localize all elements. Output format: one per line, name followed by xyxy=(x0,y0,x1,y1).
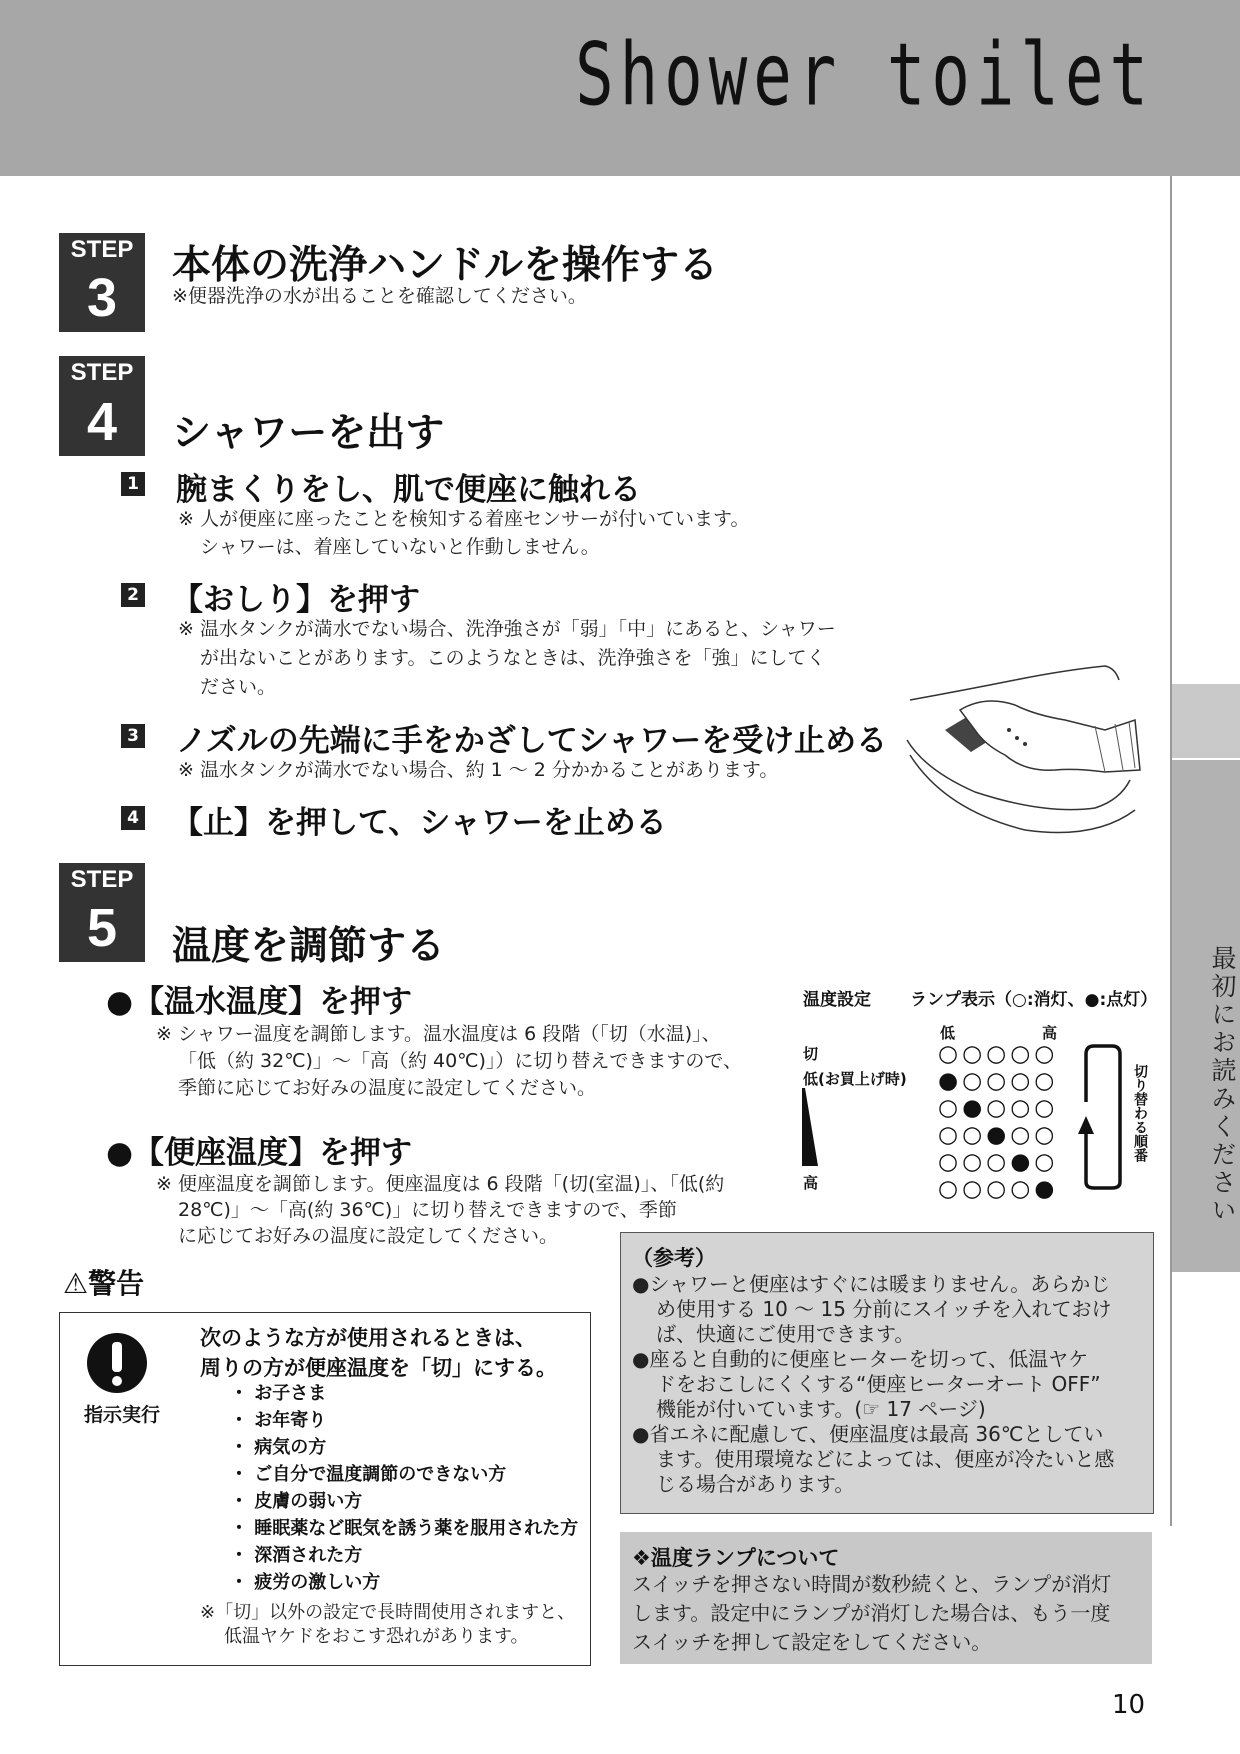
bullet-text: 病気の方 xyxy=(254,1437,327,1458)
reference-line: じる場合があります。 xyxy=(656,1472,855,1496)
side-tab-label: 最初にお読みください xyxy=(1208,945,1237,1225)
bullet-text: ご自分で温度調節のできない方 xyxy=(254,1464,507,1485)
lamp-note-line: します。設定中にランプが消灯した場合は、もう一度 xyxy=(632,1601,1111,1625)
item-1-note: シャワーは、着座していないと作動しません。 xyxy=(200,536,600,558)
water-temp-note: 季節に応じてお好みの温度に設定してください。 xyxy=(178,1077,597,1099)
brand-logo: Shower toilet xyxy=(575,26,1154,126)
bullet-text: お子さま xyxy=(254,1383,327,1404)
cycle-arrow-icon xyxy=(1078,1042,1128,1192)
step-3-label: STEP xyxy=(59,233,145,267)
item-2-note: ださい。 xyxy=(200,676,277,698)
water-temp-note: 「低（約 32℃)」～「高（約 40℃)」）に切り替えできますので、 xyxy=(178,1050,743,1072)
setting-low-label: 低(お買上げ時) xyxy=(803,1070,907,1088)
warning-footnote: ※「切」以外の設定で長時間使用されますと、 xyxy=(200,1602,576,1623)
cycle-label: 切り替わる順番 xyxy=(1132,1064,1148,1162)
warning-footnote: 低温ヤケドをおこす恐れがあります。 xyxy=(224,1626,529,1647)
lamp-row: ○○○○● xyxy=(938,1176,1059,1202)
item-3-number: 3 xyxy=(121,724,145,748)
reference-line: め使用する 10 ～ 15 分前にスイッチを入れておけ xyxy=(656,1297,1112,1321)
water-temp-note: ※ シャワー温度を調節します。温水温度は 6 段階（「切（水温)」、 xyxy=(156,1023,721,1045)
lamp-note-title: ❖温度ランプについて xyxy=(632,1546,840,1570)
page-number: 10 xyxy=(1112,1690,1146,1720)
warning-bullet: ・ 皮膚の弱い方 xyxy=(230,1491,363,1512)
item-1-title: 腕まくりをし、肌で便座に触れる xyxy=(176,472,641,508)
lamp-note-line: スイッチを押して設定をしてください。 xyxy=(632,1630,992,1654)
setting-high-label: 高 xyxy=(803,1174,819,1192)
reference-line: ドをおこしにくくする“便座ヒーターオート OFF” xyxy=(656,1372,1101,1396)
item-1-number: 1 xyxy=(121,472,145,496)
warning-bullet: ・ 睡眠薬など眠気を誘う薬を服用された方 xyxy=(230,1518,579,1539)
step-4-number: 4 xyxy=(59,388,145,456)
lamp-row: ○○●○○ xyxy=(938,1122,1059,1148)
step-5-title: 温度を調節する xyxy=(172,924,446,969)
reference-line: ば、快適にご使用できます。 xyxy=(656,1322,915,1346)
step-3-title: 本体の洗浄ハンドルを操作する xyxy=(172,243,719,288)
lamp-heading-right: ランプ表示（○:消灯、●:点灯） xyxy=(910,990,1158,1010)
step-3-number: 3 xyxy=(59,264,145,332)
warning-bullet: ・ ご自分で温度調節のできない方 xyxy=(230,1464,507,1485)
reference-line: ●座ると自動的に便座ヒーターを切って、低温ヤケ xyxy=(632,1347,1089,1371)
seat-temp-note: 28℃)」～「高(約 36℃)」に切り替えできますので、季節 xyxy=(178,1199,677,1221)
bullet-text: 深酒された方 xyxy=(254,1545,363,1566)
reference-line: 機能が付いています。(☞ 17 ページ) xyxy=(656,1397,986,1421)
warning-lead: 周りの方が便座温度を「切」にする。 xyxy=(200,1356,557,1380)
step-5-number: 5 xyxy=(59,894,145,962)
item-2-note: が出ないことがあります。このようなときは、洗浄強さを「強」にしてく xyxy=(200,647,826,669)
lamp-row: ○○○○○ xyxy=(938,1041,1059,1067)
warning-bullet: ・ 病気の方 xyxy=(230,1437,327,1458)
item-3-title: ノズルの先端に手をかざしてシャワーを受け止める xyxy=(176,723,888,759)
warning-bullet: ・ お年寄り xyxy=(230,1410,327,1431)
warning-bullet: ・ 疲労の激しい方 xyxy=(230,1572,381,1593)
reference-line: ます。使用環境などによっては、便座が冷たいと感 xyxy=(656,1447,1115,1471)
item-1-note: ※ 人が便座に座ったことを検知する着座センサーが付いています。 xyxy=(178,508,750,530)
lamp-high-label: 高 xyxy=(1042,1024,1058,1042)
warning-bullet: ・ 深酒された方 xyxy=(230,1545,363,1566)
warning-bullet: ・ お子さま xyxy=(230,1383,327,1404)
lamp-note-body xyxy=(632,1570,1111,1657)
side-tab-light xyxy=(1172,684,1240,758)
item-2-note: ※ 温水タンクが満水でない場合、洗浄強さが「弱」「中」にあると、シャワー xyxy=(178,618,836,640)
warning-lead: 次のような方が使用されるときは、 xyxy=(200,1326,536,1350)
reference-body xyxy=(632,1272,1114,1497)
setting-off-label: 切 xyxy=(803,1045,819,1063)
lamp-row: ●○○○○ xyxy=(938,1068,1059,1094)
bullet-text: 疲労の激しい方 xyxy=(254,1572,381,1593)
warning-title: ⚠警告 xyxy=(63,1267,145,1300)
temperature-wedge xyxy=(800,1088,820,1168)
water-temp-title: ●【温水温度】を押す xyxy=(106,984,413,1020)
item-2-title: 【おしり】を押す xyxy=(172,582,420,618)
reference-line: ●シャワーと便座はすぐには暖まりません。あらかじ xyxy=(632,1272,1111,1296)
lamp-row: ○●○○○ xyxy=(938,1095,1059,1121)
lamp-row: ○○○●○ xyxy=(938,1149,1059,1175)
bullet-text: 皮膚の弱い方 xyxy=(254,1491,363,1512)
step-5-label: STEP xyxy=(59,863,145,897)
instruction-label: 指示実行 xyxy=(84,1404,161,1426)
seat-temp-note: ※ 便座温度を調節します。便座温度は 6 段階「(切(室温)」、「低(約 xyxy=(156,1173,725,1195)
step-4-label: STEP xyxy=(59,356,145,390)
seat-temp-note: に応じてお好みの温度に設定してください。 xyxy=(178,1225,559,1247)
step-4-title: シャワーを出す xyxy=(172,411,445,456)
item-3-note: ※ 温水タンクが満水でない場合、約 1 ～ 2 分かかることがあります。 xyxy=(178,759,779,781)
item-2-number: 2 xyxy=(121,583,145,607)
lamp-low-label: 低 xyxy=(940,1024,956,1042)
bullet-text: お年寄り xyxy=(254,1410,327,1431)
bullet-text: 睡眠薬など眠気を誘う薬を服用された方 xyxy=(254,1518,579,1539)
exclamation-icon xyxy=(86,1332,148,1394)
item-4-title: 【止】を押して、シャワーを止める xyxy=(172,805,667,841)
reference-line: ●省エネに配慮して、便座温度は最高 36℃としてい xyxy=(632,1422,1104,1446)
nozzle-hand-illustration xyxy=(905,660,1145,850)
seat-temp-title: ●【便座温度】を押す xyxy=(106,1135,413,1171)
lamp-heading-left: 温度設定 xyxy=(803,990,871,1010)
reference-title: （参考） xyxy=(632,1246,716,1270)
item-4-number: 4 xyxy=(121,806,145,830)
lamp-note-line: スイッチを押さない時間が数秒続くと、ランプが消灯 xyxy=(632,1572,1112,1596)
step-3-note: ※便器洗浄の水が出ることを確認してください。 xyxy=(172,285,587,307)
